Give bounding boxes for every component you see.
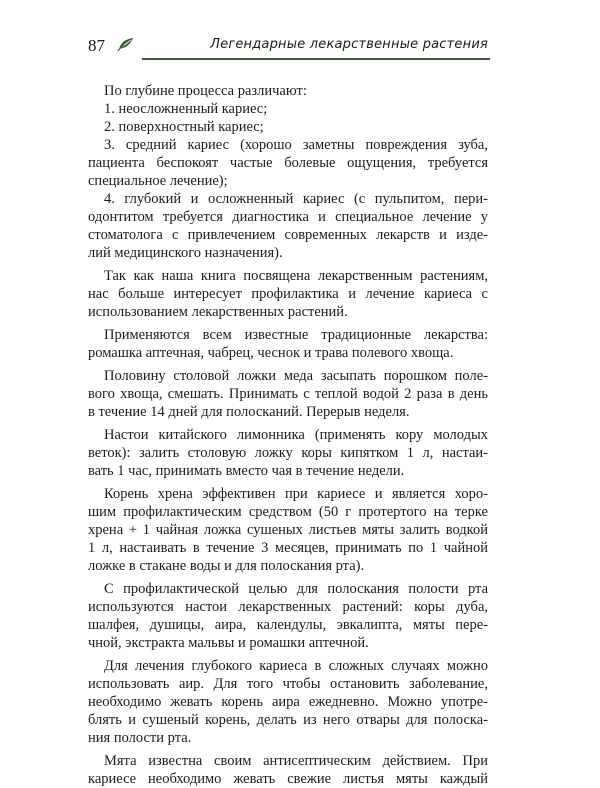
text-line: нас больше интересует профилактика и лечение кариеса с [88, 286, 488, 302]
text-line: 3. средний кариес (хорошо заметны повреждения зуба, [104, 137, 488, 153]
text-line: Так как наша книга посвящена лекарственным растениям, [104, 268, 488, 284]
text-line: 4. глубокий и осложненный кариес (с пульпитом, пери- [104, 191, 488, 207]
paragraph [88, 82, 488, 100]
text-line: использованием лекарственных растений. [88, 304, 348, 320]
text-line: кариесе необходимо жевать свежие листья мяты каждый [88, 771, 488, 787]
text-line: использовать аир. Для того чтобы остановить заболевание, [88, 676, 488, 692]
text-line: одонтитом требуется диагностика и специальное лечение у [88, 209, 488, 225]
text-line: С профилактической целью для полоскания полости рта [104, 581, 488, 597]
page-number: 87 [88, 36, 105, 55]
paragraph [88, 190, 488, 262]
paragraph [88, 485, 488, 575]
text-line: стоматолога с привлечением современных лекарств и изде- [88, 227, 488, 243]
text-line: Для лечения глубокого кариеса в сложных случаях можно [104, 658, 488, 674]
text-line: ния полости рта. [88, 730, 192, 746]
text-line: чной, экстракта мальвы и ромашки аптечной. [88, 635, 369, 651]
text-line: шалфея, душицы, аира, календулы, эвкалипта, мяты пере- [88, 617, 488, 633]
text-line: блять и сушеный корень, делать из него отвары для полоска- [88, 712, 488, 728]
paragraph [88, 118, 488, 136]
text-line: ромашка аптечная, чабрец, чеснок и трава полевого хвоща. [88, 345, 454, 361]
text-line: По глубине процесса различают: [104, 83, 307, 99]
text-line: Применяются всем известные традиционные лекарства: [104, 327, 488, 343]
text-line: специальное лечение); [88, 173, 228, 189]
paragraph [88, 657, 488, 747]
text-line: веток): залить столовую ложку коры кипятком 1 л, настаи- [88, 445, 488, 461]
page-header [88, 34, 488, 60]
paragraph [88, 752, 488, 788]
paragraph [88, 580, 488, 652]
text-line: вать 1 час, принимать вместо чая в течение недели. [88, 463, 405, 479]
leaf-icon [117, 36, 135, 52]
paragraph [88, 100, 488, 118]
text-line: Корень хрена эффективен при кариесе и является хоро- [104, 486, 488, 502]
paragraph [88, 267, 488, 321]
text-line: шим профилактическим средством (50 г протертого на терке [88, 504, 488, 520]
running-title: Легендарные лекарственные растения [210, 37, 488, 52]
body-text [88, 82, 488, 788]
text-line: пациента беспокоят частые болевые ощущения, требуется [88, 155, 488, 171]
text-line: 2. поверхностный кариес; [104, 119, 264, 135]
text-line: Настои китайского лимонника (применять кору молодых [104, 427, 488, 443]
text-line: вого хвоща, смешать. Принимать с теплой водой 2 раза в день [88, 386, 488, 402]
text-line: необходимо жевать корень аира ежедневно. Можно употре- [88, 694, 488, 710]
text-line: Мята известна своим антисептическим действием. При [104, 753, 488, 769]
paragraph [88, 326, 488, 362]
paragraph [88, 367, 488, 421]
text-line: 1. неосложненный кариес; [104, 101, 268, 117]
text-line: используются настои лекарственных растений: коры дуба, [88, 599, 488, 615]
text-line: Половину столовой ложки меда засыпать порошком поле- [104, 368, 488, 384]
paragraph [88, 426, 488, 480]
text-line: в течение 14 дней для полосканий. Перерыв неделя. [88, 404, 410, 420]
leaf-icon-graphic [117, 36, 135, 52]
text-line: лий медицинского назначения). [88, 245, 283, 261]
header-rule [142, 58, 490, 60]
text-line: 1 л, настаивать в течение 3 месяцев, принимать по 1 чайной [88, 540, 488, 556]
paragraph [88, 136, 488, 190]
text-line: ложке в стакане воды и для полоскания рта). [88, 558, 365, 574]
text-line: хрена + 1 чайная ложка сушеных листьев мяты залить водкой [88, 522, 488, 538]
